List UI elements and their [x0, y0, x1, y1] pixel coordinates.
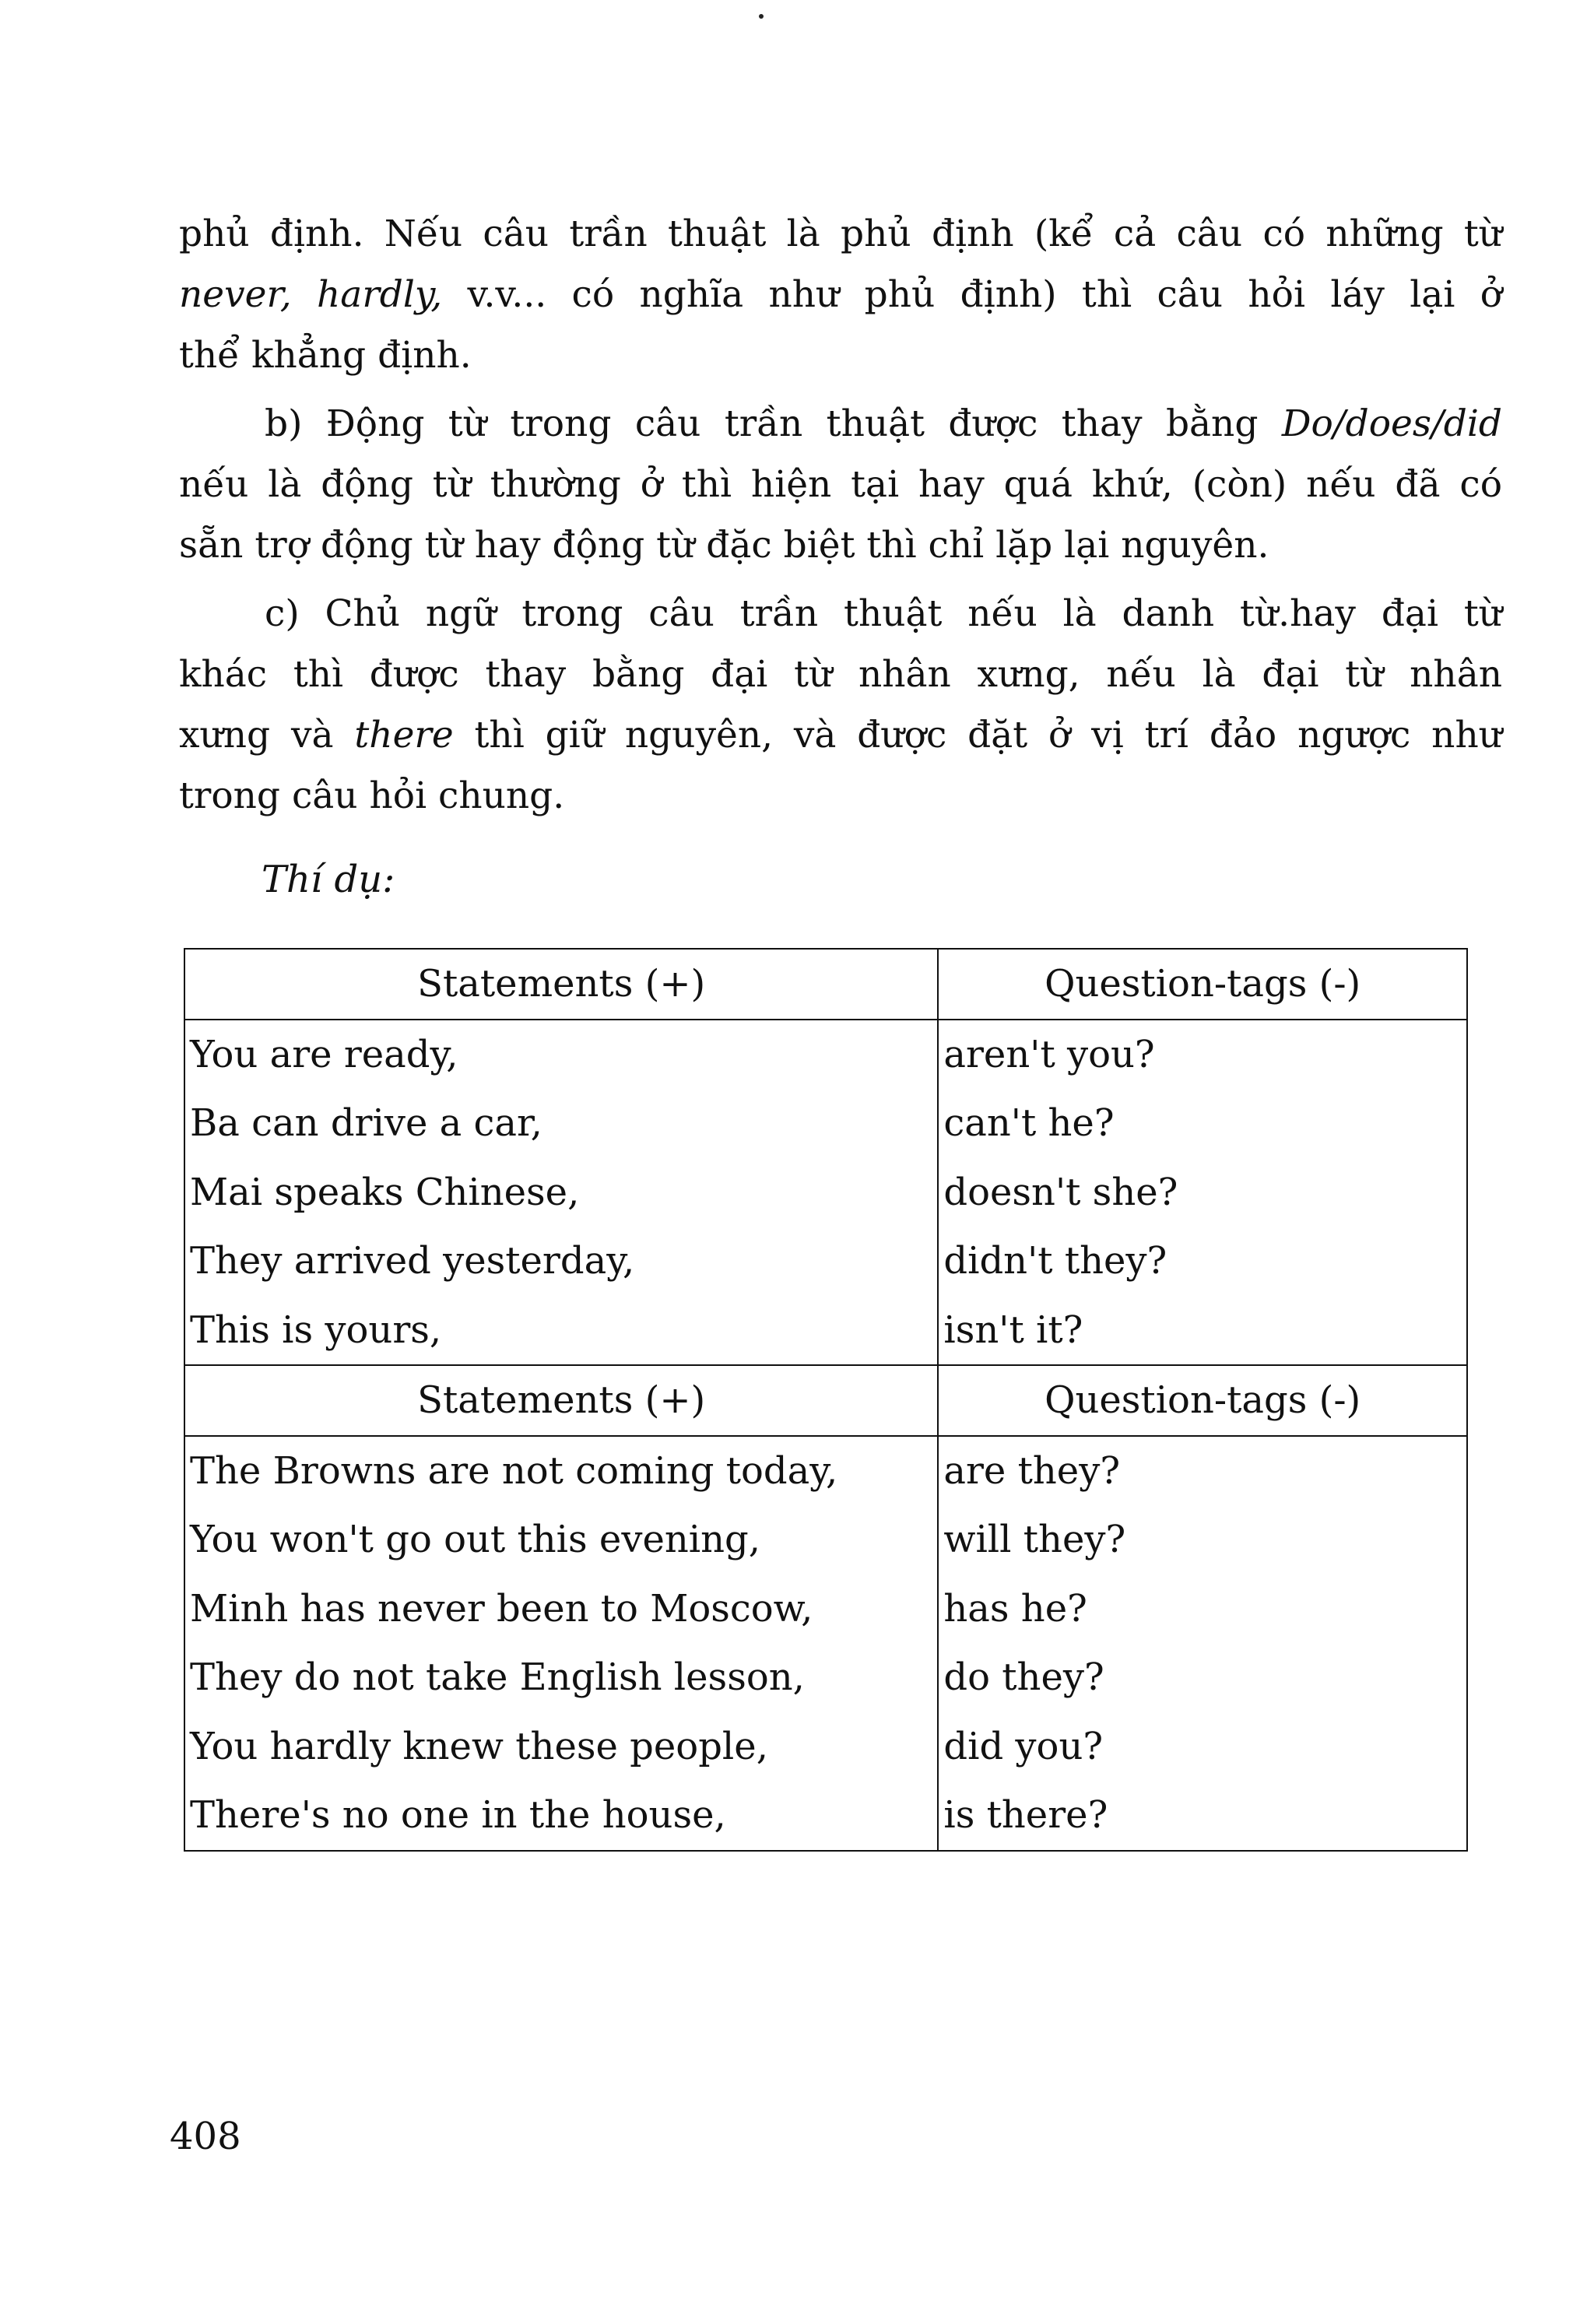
paragraph-b: [179, 394, 1502, 576]
page-number: 408: [170, 2115, 241, 2158]
table-row: [184, 1781, 1467, 1851]
paragraph-a-line-1: phủ định. Nếu câu trần thuật là phủ định (kể cả câu có những từ: [179, 212, 1502, 255]
tag-cell: is there?: [938, 1781, 1467, 1851]
question-tags-table: [184, 948, 1468, 1852]
statement-cell: There's no one in the house,: [184, 1781, 938, 1851]
statement-cell: You won't go out this evening,: [184, 1505, 938, 1574]
paragraph-c-line-4: trong câu hỏi chung.: [179, 774, 565, 817]
table-row: [184, 1505, 1467, 1574]
tag-cell: are they?: [938, 1436, 1467, 1506]
paragraph-b-line-1-text: b) Động từ trong câu trần thuật được thay bằng: [265, 402, 1282, 445]
header-statements: Statements (+): [184, 1365, 938, 1436]
italic-do-does-did: Do/does/did: [1281, 402, 1502, 445]
tag-cell: did you?: [938, 1712, 1467, 1782]
statement-cell: You are ready,: [184, 1020, 938, 1090]
paragraph-c-line-3: [179, 705, 1502, 766]
print-speck: [759, 14, 764, 19]
tag-cell: has he?: [938, 1574, 1467, 1644]
paragraph-b-line-2: nếu là động từ thường ở thì hiện tại hay quá khứ, (còn) nếu đã có: [179, 463, 1502, 506]
header-statements: Statements (+): [184, 949, 938, 1020]
tag-cell: do they?: [938, 1643, 1467, 1712]
table-row: [184, 1574, 1467, 1644]
table-header-row: [184, 949, 1467, 1020]
statement-cell: Minh has never been to Moscow,: [184, 1574, 938, 1644]
paragraph-c-line-3-start: xưng và: [179, 714, 355, 757]
tag-cell: doesn't she?: [938, 1158, 1467, 1227]
table-header-row: [184, 1365, 1467, 1436]
table-row: [184, 1089, 1467, 1158]
example-label: Thí dụ:: [262, 858, 395, 901]
paragraph-c: [179, 584, 1502, 827]
paragraph-a: [179, 204, 1502, 386]
table-row: [184, 1643, 1467, 1712]
tag-cell: didn't they?: [938, 1227, 1467, 1296]
table-row: [184, 1227, 1467, 1296]
paragraph-c-line-1: c) Chủ ngữ trong câu trần thuật nếu là danh từ.hay đại từ: [265, 592, 1502, 635]
header-question-tags: Question-tags (-): [938, 949, 1467, 1020]
italic-terms: never, hardly,: [179, 273, 443, 316]
table-row: [184, 1712, 1467, 1782]
header-question-tags: Question-tags (-): [938, 1365, 1467, 1436]
paragraph-c-line-2: khác thì được thay bằng đại từ nhân xưng, nếu là đại từ nhân: [179, 653, 1502, 696]
table-row: [184, 1158, 1467, 1227]
statement-cell: Ba can drive a car,: [184, 1089, 938, 1158]
paragraph-a-line-2-rest: v.v... có nghĩa như phủ định) thì câu hỏi láy lại ở: [442, 273, 1502, 316]
statement-cell: This is yours,: [184, 1296, 938, 1366]
paragraph-b-line-3: sẵn trợ động từ hay động từ đặc biệt thì chỉ lặp lại nguyên.: [179, 524, 1269, 567]
statement-cell: They do not take English lesson,: [184, 1643, 938, 1712]
table-row: [184, 1020, 1467, 1090]
statement-cell: You hardly knew these people,: [184, 1712, 938, 1782]
tag-cell: isn't it?: [938, 1296, 1467, 1366]
table-row: [184, 1296, 1467, 1366]
paragraph-b-line-1: [179, 394, 1502, 455]
italic-there: there: [354, 714, 454, 757]
tag-cell: can't he?: [938, 1089, 1467, 1158]
paragraph-a-line-3: thể khẳng định.: [179, 334, 472, 377]
paragraph-c-line-3-end: thì giữ nguyên, và được đặt ở vị trí đảo ngược như: [453, 714, 1502, 757]
statement-cell: They arrived yesterday,: [184, 1227, 938, 1296]
tag-cell: aren't you?: [938, 1020, 1467, 1090]
table-row: [184, 1436, 1467, 1506]
statement-cell: Mai speaks Chinese,: [184, 1158, 938, 1227]
statement-cell: The Browns are not coming today,: [184, 1436, 938, 1506]
tag-cell: will they?: [938, 1505, 1467, 1574]
paragraph-a-line-2: [179, 265, 1502, 325]
